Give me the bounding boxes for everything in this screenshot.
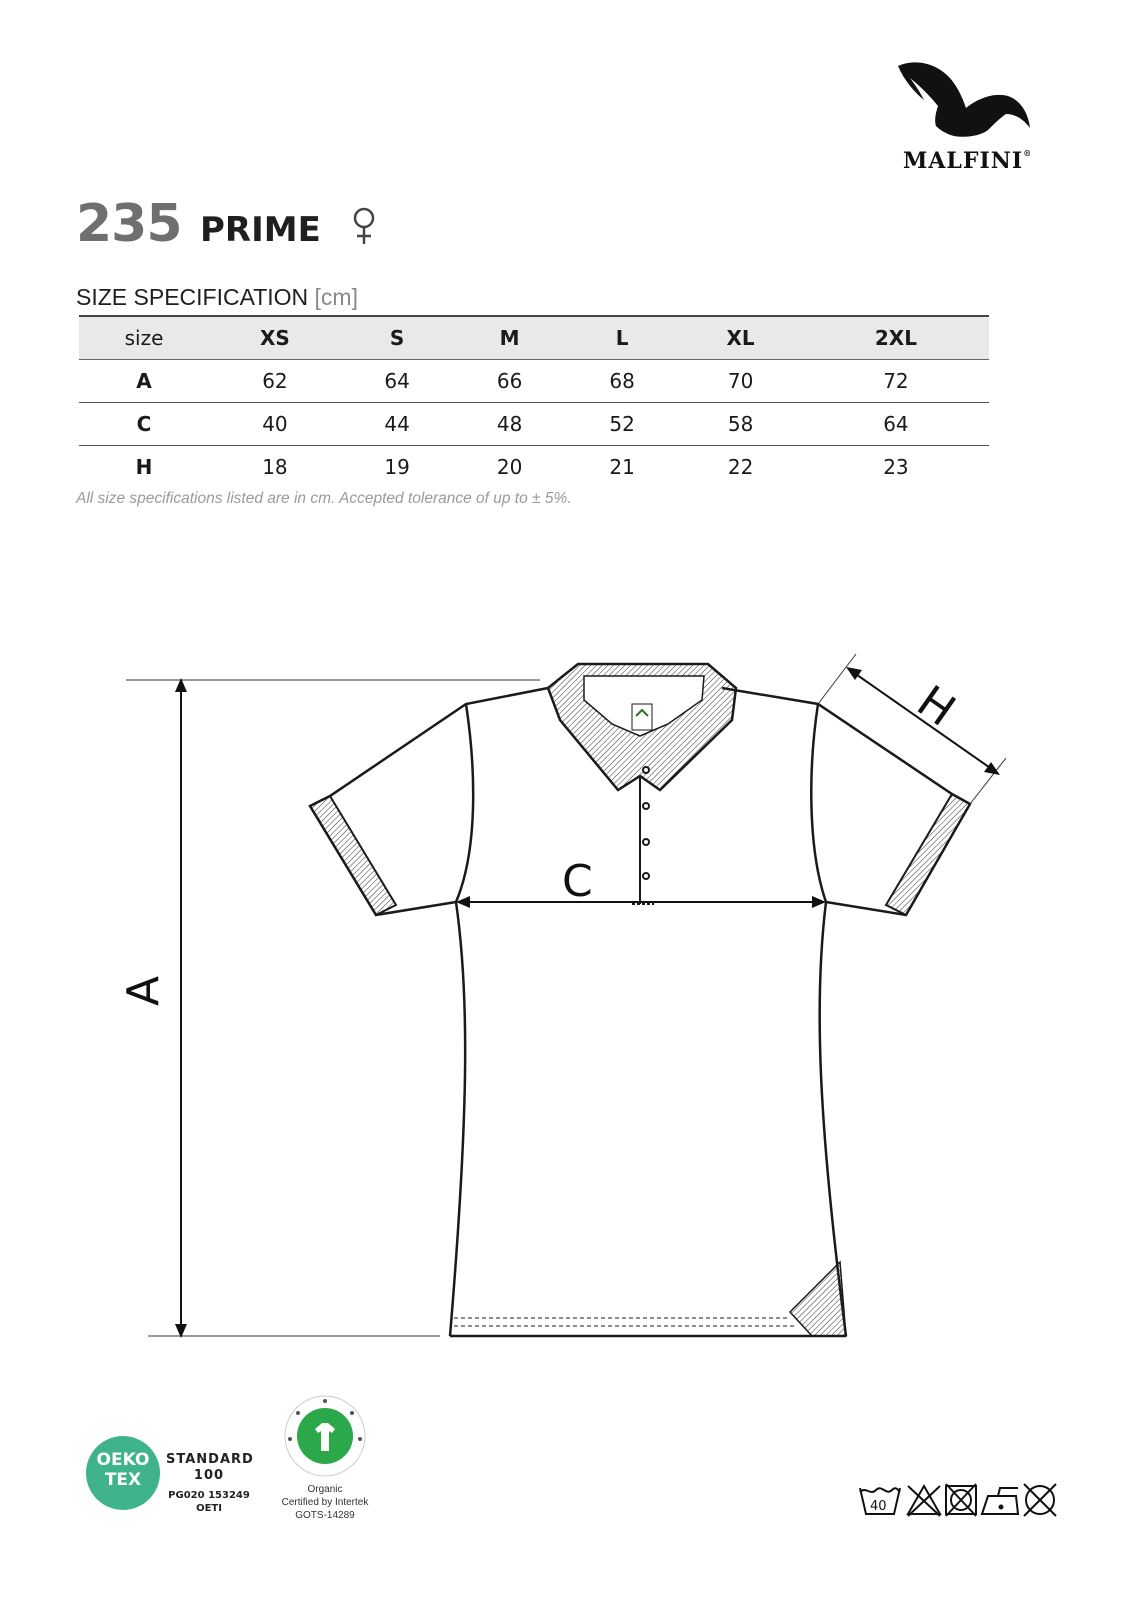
table-header-row (79, 316, 989, 360)
header-cell: S (341, 316, 454, 360)
care-symbols (858, 1480, 1058, 1522)
tolerance-note: All size specifications listed are in cm. Accepted tolerance of up to ± 5%. (76, 490, 572, 507)
table-cell: 72 (803, 360, 989, 403)
gots-line2: Certified by Intertek (281, 1497, 369, 1508)
model-name: PRIME (200, 210, 321, 250)
left-cuff (310, 796, 396, 915)
measure-h (818, 654, 1006, 804)
table-cell: 48 (453, 403, 566, 446)
label-h: H (907, 676, 965, 737)
wash-temp: 40 (870, 1499, 887, 1514)
table-cell: 19 (384, 455, 410, 479)
model-number: 235 (76, 194, 182, 254)
table-cell: 21 (609, 455, 635, 479)
spec-unit: [cm] (314, 284, 358, 310)
oeko-code: PG020 153249 (168, 1490, 250, 1501)
placket (632, 767, 654, 904)
table-cell: 44 (341, 403, 454, 446)
row-label: C (79, 403, 209, 446)
tex-text: TEX (104, 1470, 142, 1490)
no-dry-clean-icon (1024, 1484, 1056, 1516)
measure-a (126, 678, 540, 1338)
gots-logo (282, 1393, 368, 1479)
oeko-institute: OETI (196, 1503, 222, 1514)
oeko-standard-label: STANDARD (166, 1452, 254, 1467)
row-label: H (135, 455, 153, 479)
table-cell: 64 (803, 403, 989, 446)
header-cell: M (453, 316, 566, 360)
table-row (79, 403, 989, 446)
table-cell: 66 (453, 360, 566, 403)
iron-low-icon (982, 1488, 1018, 1514)
table-cell: 62 (209, 360, 341, 403)
label-a: A (118, 975, 169, 1006)
header-cell: XL (678, 316, 803, 360)
female-symbol-icon (350, 206, 378, 248)
header-cell: 2XL (803, 316, 989, 360)
table-row (79, 360, 989, 403)
row-label: A (79, 360, 209, 403)
header-cell: L (566, 316, 679, 360)
table-cell: 23 (883, 455, 909, 479)
oeko-standard-number: 100 (193, 1468, 225, 1483)
gots-line1: Organic (307, 1484, 343, 1495)
no-bleach-icon (908, 1486, 940, 1516)
right-cuff (886, 794, 970, 915)
header-size: size (79, 316, 209, 360)
table-cell: 20 (496, 455, 523, 479)
oeko-tex-logo (86, 1436, 160, 1510)
gots-line3: GOTS-14289 (295, 1510, 355, 1521)
table-cell: 58 (678, 403, 803, 446)
table-cell: 68 (566, 360, 679, 403)
table-cell: 18 (262, 455, 288, 479)
table-row (79, 446, 989, 489)
table-cell: 70 (678, 360, 803, 403)
header-cell: XS (209, 316, 341, 360)
table-cell: 40 (209, 403, 341, 446)
no-tumble-dry-icon (946, 1484, 976, 1516)
table-cell: 22 (727, 455, 754, 479)
collar (548, 664, 736, 790)
table-cell: 64 (341, 360, 454, 403)
brand-logo-text: MALFINI® (903, 148, 1033, 174)
spec-heading (76, 284, 358, 311)
oeko-text: OEKO (96, 1450, 150, 1470)
label-c: C (562, 856, 593, 907)
spec-heading-text: SIZE SPECIFICATION (76, 284, 309, 310)
size-table (79, 315, 989, 488)
polo-shirt-diagram (0, 600, 1131, 1360)
table-cell: 52 (566, 403, 679, 446)
